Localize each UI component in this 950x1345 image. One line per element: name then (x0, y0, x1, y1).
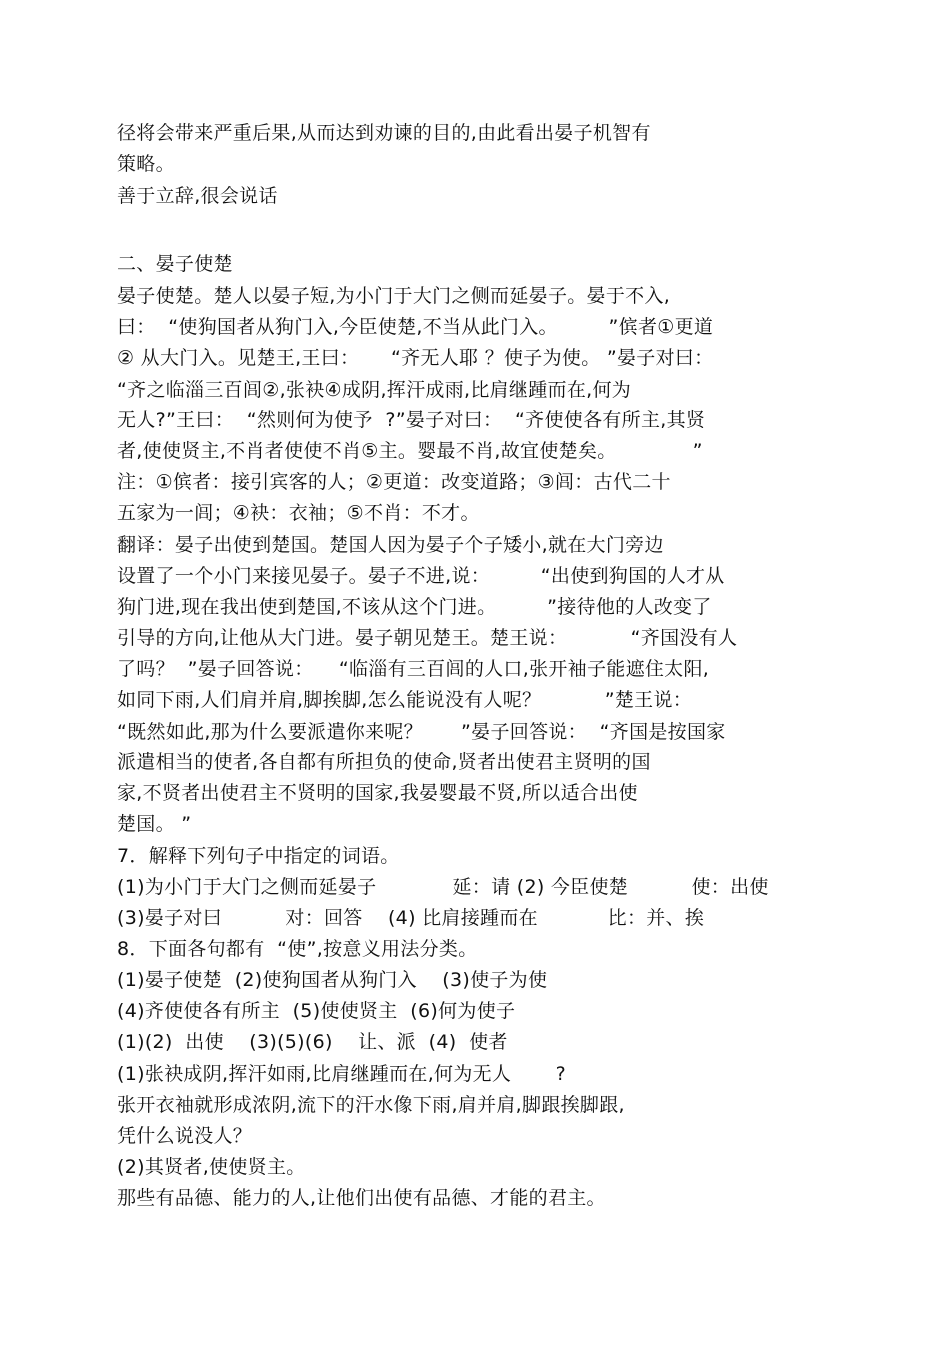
translation-line: 引导的方向,让他从大门进。晏子朝见楚王。楚王说： “齐国没有人 (117, 627, 738, 649)
text-line: “齐之临淄三百闾②,张袂④成阴,挥汗成雨,比肩继踵而在,何为 (117, 379, 632, 401)
translation-line: 翻译：晏子出使到楚国。楚国人因为晏子个子矮小,就在大门旁边 (117, 534, 664, 556)
text-line: 径将会带来严重后果,从而达到劝谏的目的,由此看出晏子机智有 (117, 122, 651, 144)
translation-line: 楚国。 ” (117, 813, 192, 835)
translation-line: 了吗？ ”晏子回答说： “临淄有三百闾的人口,张开袖子能遮住太阳, (117, 658, 710, 680)
text-line: 策略。 (117, 153, 175, 175)
question-line: (1)晏子使楚 (2)使狗国者从狗门入 (3)使子为使 (117, 969, 548, 991)
question-heading: 7．解释下列句子中指定的词语。 (117, 845, 400, 867)
text-line: 晏子使楚。楚人以晏子短,为小门于大门之侧而延晏子。晏于不入, (117, 285, 671, 307)
question-line: (1)张袂成阴,挥汗如雨,比肩继踵而在,何为无人 ? (117, 1063, 566, 1085)
translation-line: 如同下雨,人们肩并肩,脚挨脚,怎么能说没有人呢？ ”楚王说： (117, 689, 693, 711)
translation-line: 狗门进,现在我出使到楚国,不该从这个门进。 ”接待他的人改变了 (117, 596, 712, 618)
question-line: (1)为小门于大门之侧而延晏子 延：请 (2) 今臣使楚 使：出使 (117, 876, 769, 898)
translation-line: 设置了一个小门来接见晏子。晏子不进,说： “出使到狗国的人才从 (117, 565, 725, 587)
translation-line: 家,不贤者出使君主不贤明的国家,我晏婴最不贤,所以适合出使 (117, 782, 638, 804)
text-line: ② 从大门入。见楚王,王曰： “齐无人耶 ？使子为使。 ”晏子对曰： (117, 347, 714, 369)
text-line: 无人?”王曰： “然则何为使予 ?”晏子对曰： “齐使使各有所主,其贤 (117, 409, 706, 431)
text-line: 曰： “使狗国者从狗门入,今臣使楚,不当从此门入。 ”傧者①更道 (117, 316, 714, 338)
note-line: 注：①傧者：接引宾客的人；②更道：改变道路；③闾：古代二十 (117, 471, 671, 493)
section-heading: 二、晏子使楚 (117, 253, 233, 275)
answer-line: 凭什么说没人？ (117, 1125, 253, 1147)
text-line: 者,使使贤主,不肖者使使不肖⑤主。婴最不肖,故宜使楚矣。 ” (117, 440, 703, 462)
question-heading: 8．下面各句都有 “使”,按意义用法分类。 (117, 938, 478, 960)
question-line: (3)晏子对曰 对：回答 (4) 比肩接踵而在 比：并、挨 (117, 907, 705, 929)
answer-line: 那些有品德、能力的人,让他们出使有品德、才能的君主。 (117, 1187, 606, 1209)
translation-line: 派遣相当的使者,各自都有所担负的使命,贤者出使君主贤明的国 (117, 751, 651, 773)
translation-line: “既然如此,那为什么要派遣你来呢？ ”晏子回答说： “齐国是按国家 (117, 721, 726, 743)
answer-line: 张开衣袖就形成浓阴,流下的汗水像下雨,肩并肩,脚跟挨脚跟, (117, 1094, 625, 1116)
question-line: (4)齐使使各有所主 (5)使使贤主 (6)何为使子 (117, 1000, 516, 1022)
answer-line: (1)(2) 出使 (3)(5)(6) 让、派 (4) 使者 (117, 1031, 508, 1053)
question-line: (2)其贤者,使使贤主。 (117, 1156, 306, 1178)
text-line: 善于立辞,很会说话 (117, 185, 278, 207)
note-line: 五家为一闾；④袂：衣袖；⑤不肖：不才。 (117, 502, 480, 524)
